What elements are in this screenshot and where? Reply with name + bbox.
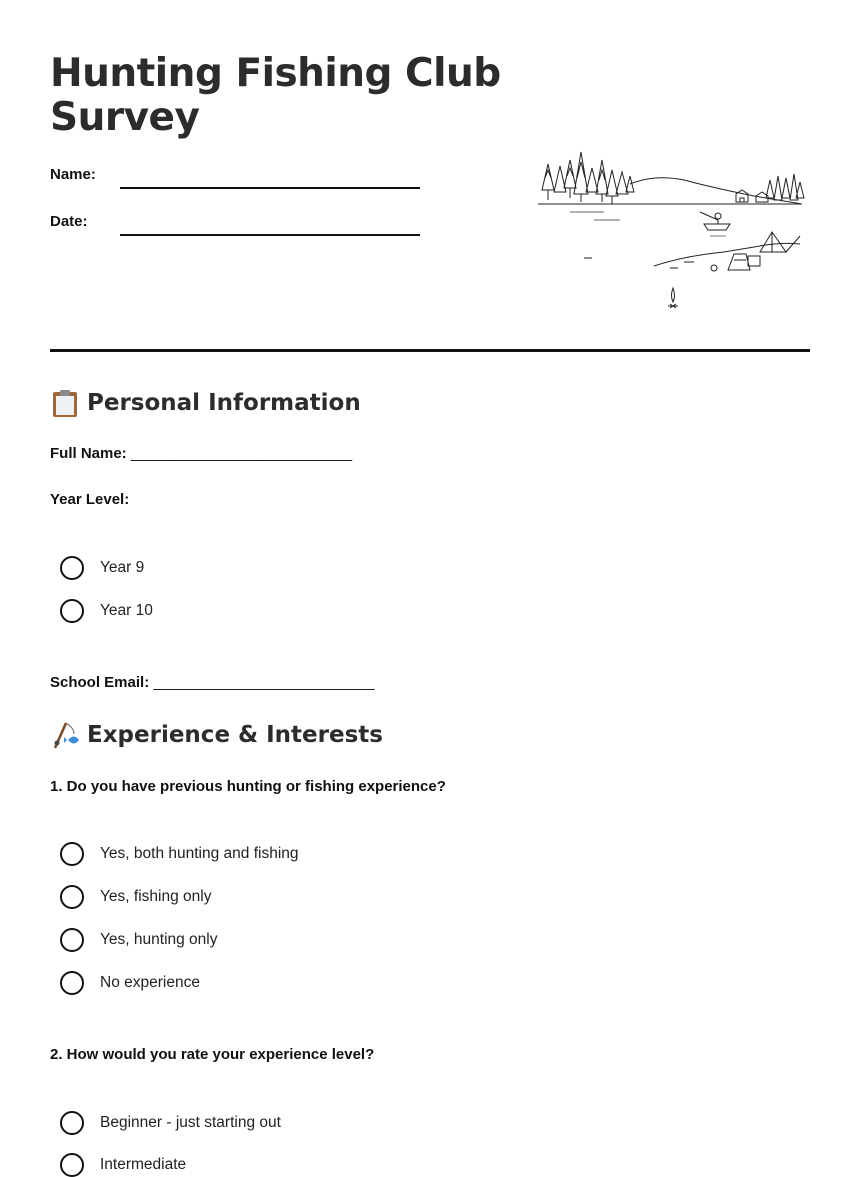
question-2: 2. How would you rate your experience level?	[50, 1046, 375, 1063]
option-both-hunting-fishing[interactable]	[60, 842, 299, 866]
school-email-row	[50, 674, 374, 691]
date-label: Date:	[50, 213, 88, 230]
option-fishing-only[interactable]	[60, 885, 211, 909]
radio-button[interactable]	[60, 1153, 84, 1177]
option-beginner[interactable]	[60, 1111, 281, 1135]
option-label: Intermediate	[100, 1156, 187, 1173]
forest-trees-right	[766, 174, 804, 200]
boat-with-fisherman	[700, 212, 730, 236]
radio-button[interactable]	[60, 556, 84, 580]
radio-button[interactable]	[60, 599, 84, 623]
option-label: Year 10	[100, 602, 153, 619]
section-personal-heading: Personal Information	[87, 390, 361, 416]
forest-trees-left	[542, 152, 634, 204]
radio-button[interactable]	[60, 971, 84, 995]
option-label: Beginner - just starting out	[100, 1114, 281, 1131]
name-label: Name:	[50, 166, 96, 183]
campfire	[668, 288, 678, 308]
radio-button[interactable]	[60, 842, 84, 866]
option-label: Yes, hunting only	[100, 931, 218, 948]
school-email-blank[interactable]: ______________________________	[153, 674, 374, 691]
option-year-10[interactable]	[60, 599, 153, 623]
date-field-line[interactable]	[120, 234, 420, 236]
section-personal-information	[50, 388, 361, 418]
section-experience-heading: Experience & Interests	[87, 722, 383, 748]
campsite-tent	[760, 232, 800, 252]
option-label: No experience	[100, 974, 200, 991]
option-no-experience[interactable]	[60, 971, 200, 995]
full-name-blank[interactable]: ______________________________	[130, 445, 352, 462]
full-name-label: Full Name:	[50, 445, 127, 462]
radio-button[interactable]	[60, 885, 84, 909]
question-1: 1. Do you have previous hunting or fishing experience?	[50, 778, 446, 795]
title-line-2: Survey	[50, 95, 200, 140]
option-year-9[interactable]	[60, 556, 144, 580]
full-name-row	[50, 445, 351, 462]
name-field-line[interactable]	[120, 187, 420, 189]
survey-title	[50, 52, 510, 140]
year-level-label: Year Level:	[50, 491, 130, 508]
camping-gear	[654, 243, 800, 271]
option-label: Yes, fishing only	[100, 888, 212, 905]
radio-button[interactable]	[60, 928, 84, 952]
fishing-rod-icon	[50, 720, 80, 750]
school-email-label: School Email:	[50, 674, 150, 691]
header-divider	[50, 349, 810, 352]
option-hunting-only[interactable]	[60, 928, 218, 952]
option-intermediate[interactable]	[60, 1153, 186, 1177]
water-ripples	[570, 212, 620, 220]
lake-campsite-illustration	[534, 148, 806, 312]
radio-button[interactable]	[60, 1111, 84, 1135]
option-label: Yes, both hunting and fishing	[100, 845, 299, 862]
section-experience-interests	[50, 720, 383, 750]
title-line-1: Hunting Fishing Club	[50, 51, 501, 96]
clipboard-icon	[50, 388, 80, 418]
option-label: Year 9	[100, 559, 145, 576]
